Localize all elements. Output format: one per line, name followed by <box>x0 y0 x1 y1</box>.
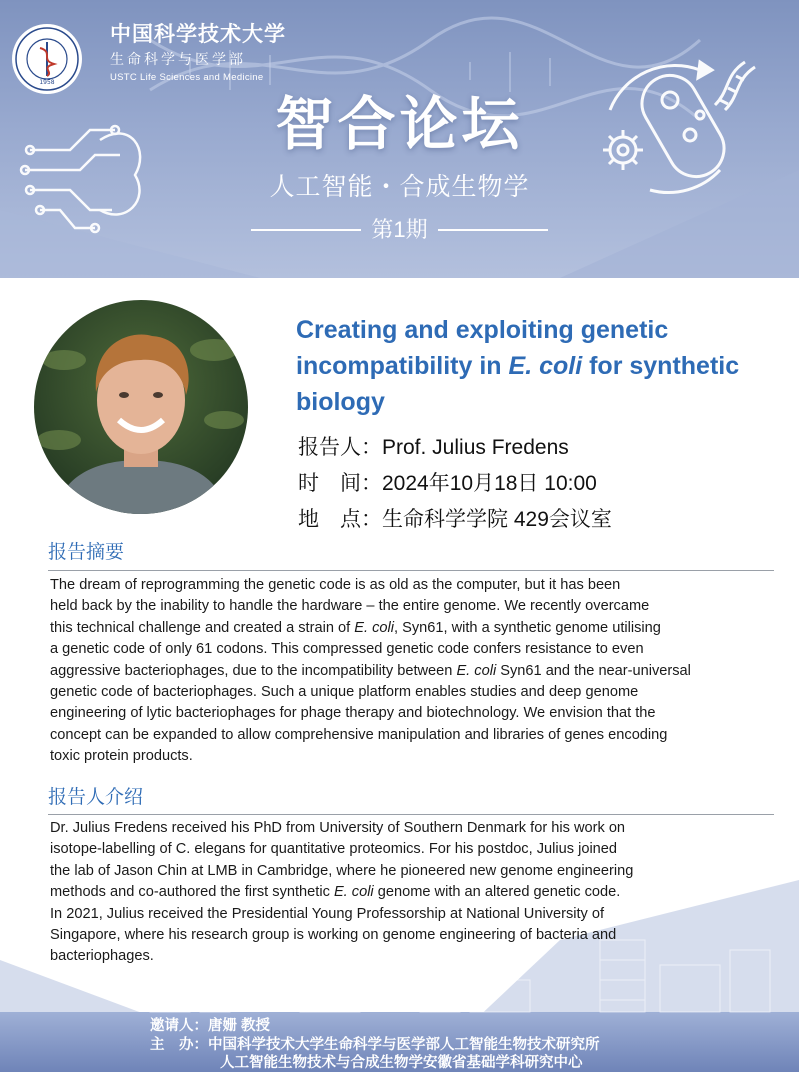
bio-heading: 报告人介绍 <box>48 787 144 808</box>
abstract-line: The dream of reprogramming the genetic code is as old as the computer, but it has been <box>50 577 621 593</box>
host-label: 主 办： <box>150 1037 208 1053</box>
abstract-line: held back by the inability to handle the hardware – the entire genome. We recently overcame <box>50 598 650 615</box>
speaker-photo <box>34 300 248 514</box>
time-label: 时 间： <box>298 472 382 495</box>
bio-body <box>50 818 750 968</box>
inviter-row <box>150 1018 270 1035</box>
inviter-label: 邀请人： <box>150 1018 208 1034</box>
talk-title-part1: Creating and exploiting genetic incompatibility in <box>296 316 669 380</box>
department-name-en: USTC Life Sciences and Medicine <box>110 72 264 83</box>
place-row <box>298 506 612 534</box>
bio-line <box>50 882 750 903</box>
bio-line: In 2021, Julius received the Presidential Young Professorship at National University of <box>50 905 605 922</box>
university-block <box>110 22 286 84</box>
department-name-cn: 生命科学与医学部 <box>110 51 246 67</box>
abstract-heading: 报告摘要 <box>48 542 125 563</box>
university-name-cn: 中国科学技术大学 <box>110 21 286 46</box>
bio-text: methods and co-authored the first synthetic <box>50 884 334 901</box>
abstract-body <box>50 575 750 768</box>
svg-text:1958: 1958 <box>39 79 55 86</box>
host-row <box>150 1037 600 1054</box>
forum-title: 智合论坛 <box>275 92 524 157</box>
university-seal-icon <box>10 22 84 96</box>
bio-italic: E. coli <box>333 884 374 901</box>
abstract-line: a genetic code of only 61 codons. This compressed genetic code confers resistance to even <box>50 641 644 658</box>
abstract-line: genetic code of bacteriophages. Such a unique platform enables studies and deep genome <box>50 684 639 701</box>
speaker-row <box>298 434 569 462</box>
abstract-italic: E. coli <box>354 619 394 636</box>
abstract-text: Syn61 and the near-universal <box>496 662 691 679</box>
abstract-line <box>50 618 750 639</box>
bio-line: Singapore, where his research group is working on genome engineering of bacteria and <box>50 927 617 944</box>
speaker-label: 报告人： <box>298 436 382 459</box>
issue-line-left <box>251 229 361 231</box>
bio-divider <box>48 814 774 815</box>
talk-title-part2: for synthetic biology <box>296 352 740 416</box>
time-row <box>298 470 597 498</box>
abstract-line: concept can be expanded to allow comprehensive manipulation and libraries of genes encoding <box>50 726 668 743</box>
abstract-text: , Syn61, with a synthetic genome utilising <box>393 619 661 636</box>
time-value: 2024年10月18日 10:00 <box>382 472 597 495</box>
host-row-2: 人工智能生物技术与合成生物学安徽省基础学科研究中心 <box>220 1055 583 1071</box>
talk-title <box>296 312 766 420</box>
place-value: 生命科学学院 429会议室 <box>382 508 612 531</box>
inviter-value: 唐姗 教授 <box>208 1018 271 1034</box>
bio-text: genome with an altered genetic code. <box>373 884 621 901</box>
issue-line-right <box>438 229 548 231</box>
abstract-line: engineering of lytic bacteriophages for phage therapy and biotechnology. We envision that the <box>50 705 656 722</box>
header-banner <box>0 0 799 278</box>
abstract-italic: E. coli <box>456 662 497 679</box>
bio-line: bacteriophages. <box>50 948 154 965</box>
abstract-text: aggressive bacteriophages, due to the incompatibility between <box>50 662 457 679</box>
forum-subtitle: 人工智能・合成生物学 <box>269 173 530 201</box>
abstract-divider <box>48 570 774 571</box>
host-value-1: 中国科学技术大学生命科学与医学部人工智能生物技术研究所 <box>208 1037 600 1053</box>
issue-number: 第1期 <box>371 217 428 242</box>
bio-line: isotope-labelling of C. elegans for quantitative proteomics. For his postdoc, Julius joined <box>50 841 618 858</box>
abstract-line <box>50 661 750 682</box>
bio-line: the lab of Jason Chin at LMB in Cambridge, where he pioneered new genome engineering <box>50 862 634 879</box>
speaker-value: Prof. Julius Fredens <box>382 436 569 459</box>
abstract-text: this technical challenge and created a strain of <box>50 619 355 636</box>
bio-line: Dr. Julius Fredens received his PhD from University of Southern Denmark for his work on <box>50 820 626 836</box>
issue-row <box>0 215 799 245</box>
talk-title-italic: E. coli <box>508 352 583 380</box>
abstract-line: toxic protein products. <box>50 748 193 765</box>
place-label: 地 点： <box>298 508 382 531</box>
